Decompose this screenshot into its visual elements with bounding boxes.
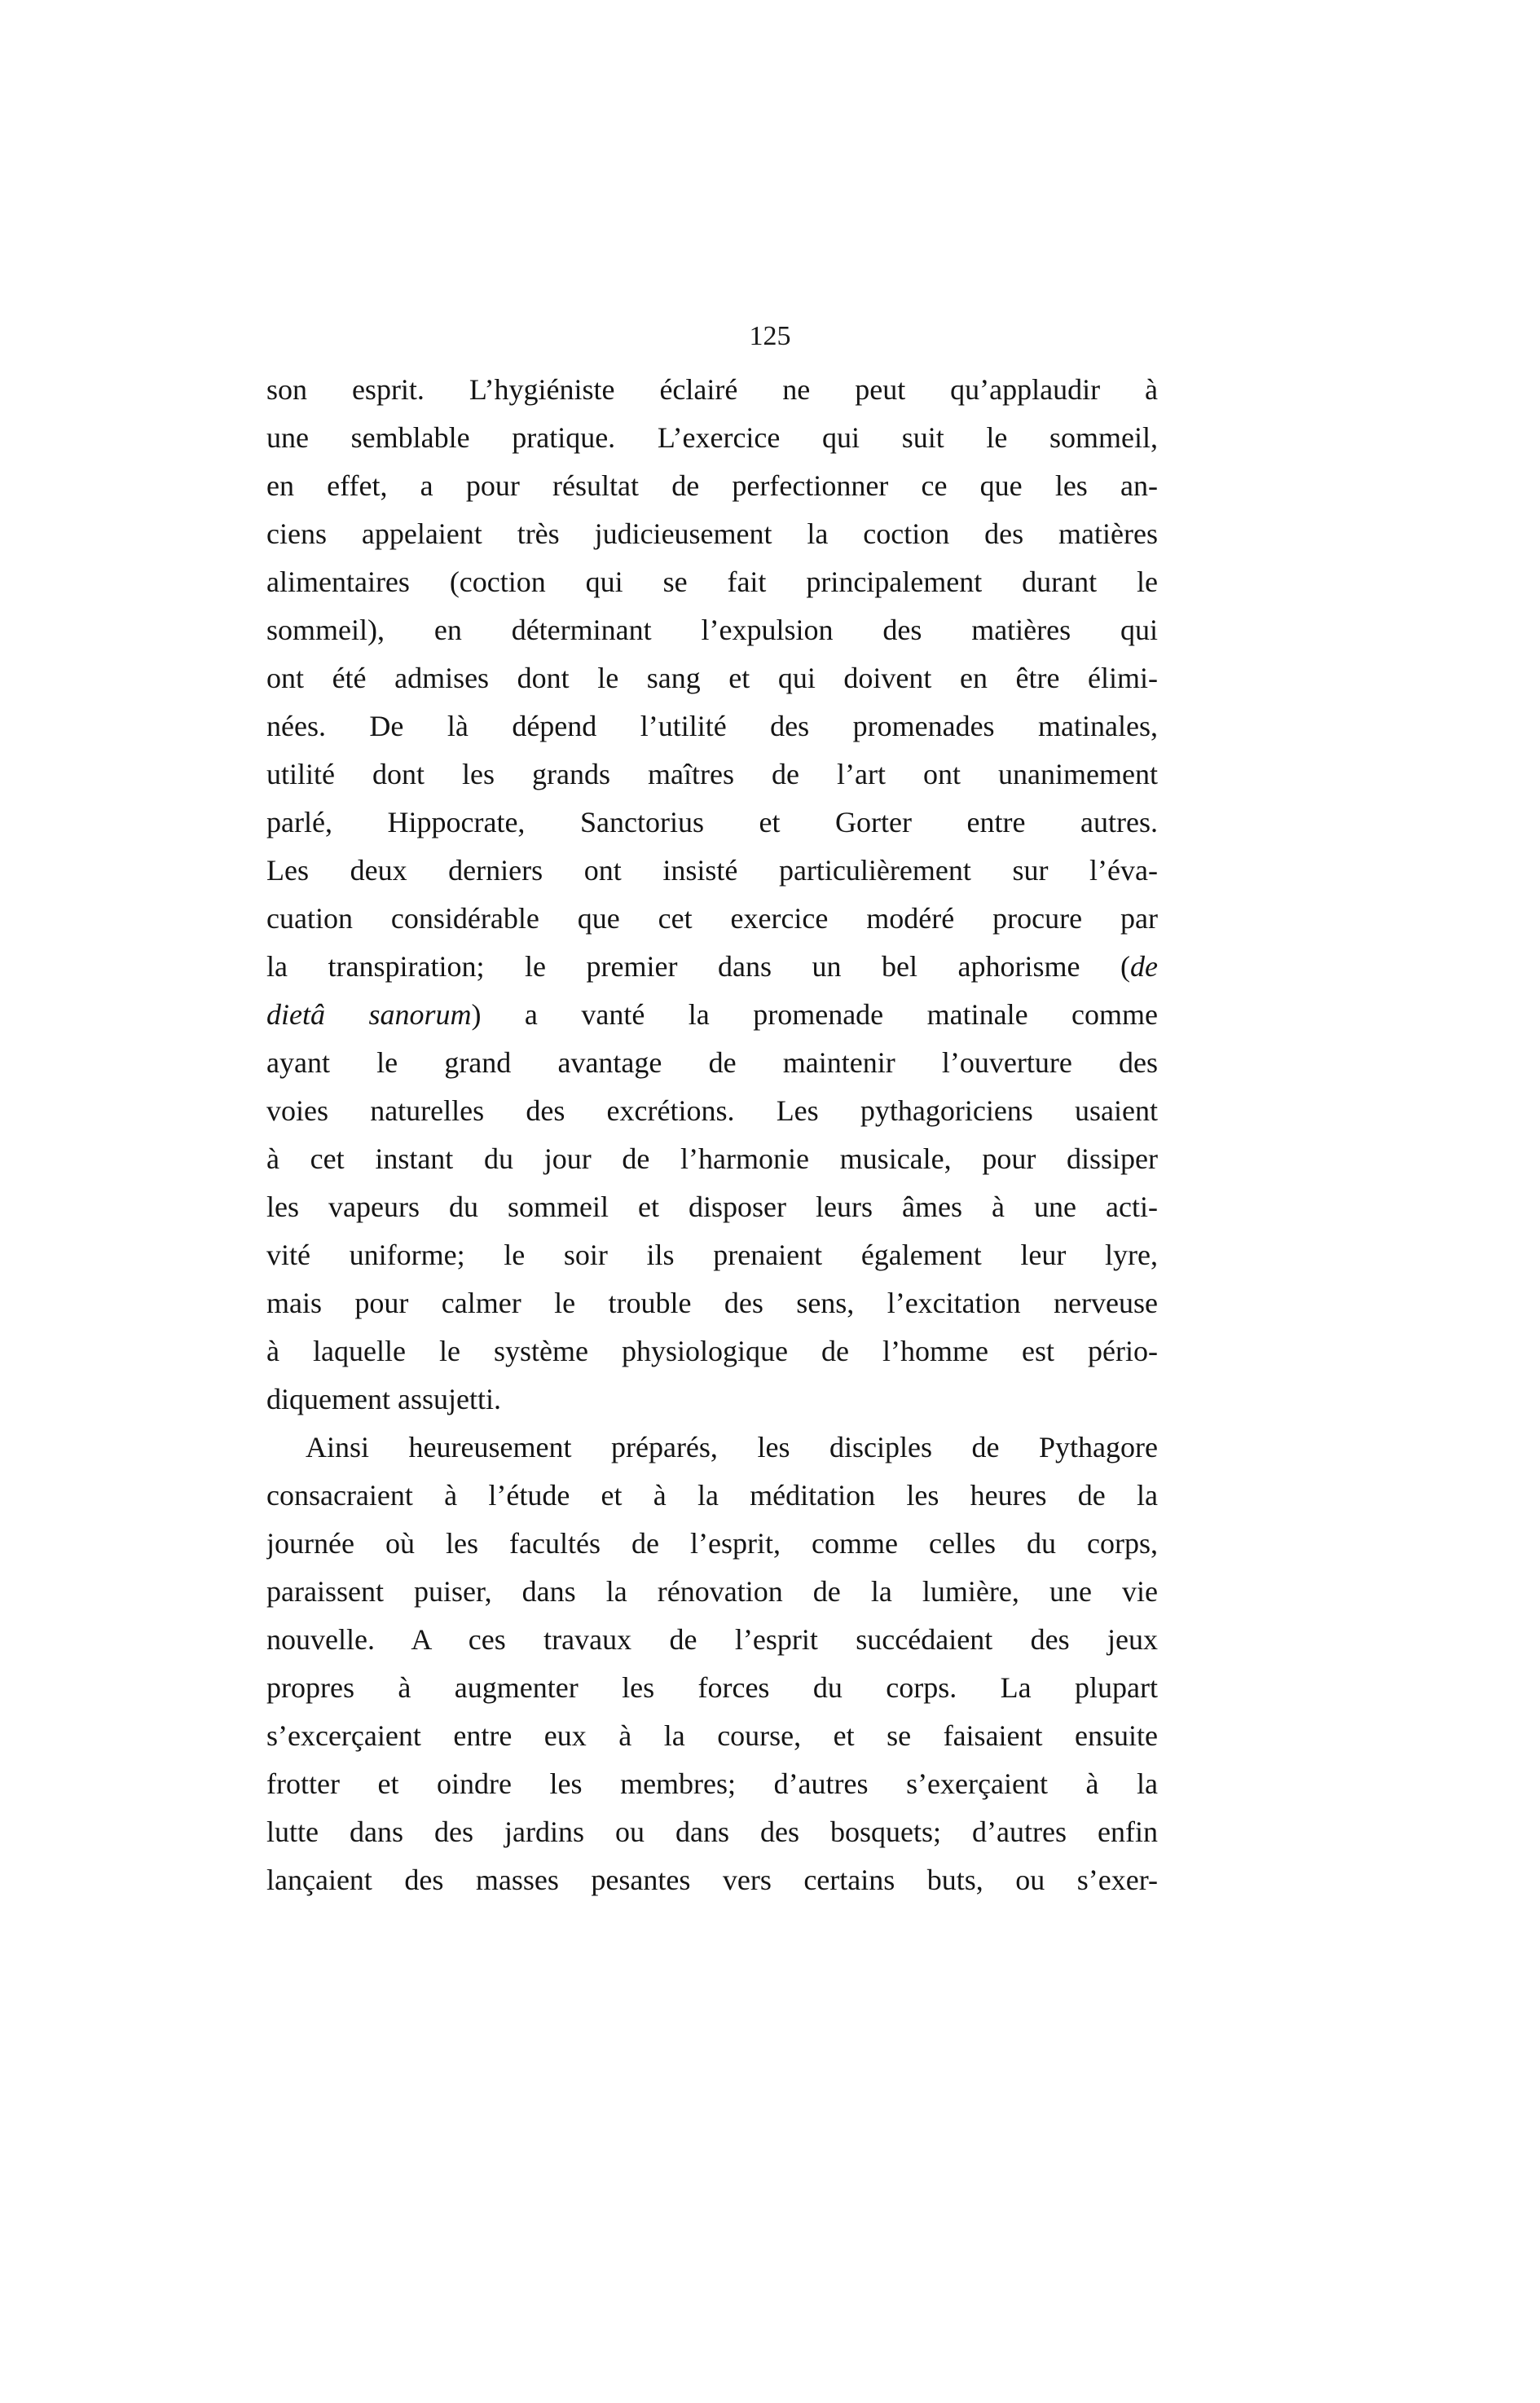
text-line — [266, 462, 1158, 510]
text-line — [266, 1520, 1158, 1568]
line-text: vité uniforme; le soir ils prenaient également leur lyre, — [266, 1239, 1158, 1271]
italic-text: dietâ sanorum — [266, 998, 472, 1031]
text-line — [266, 1231, 1158, 1279]
text-line — [266, 654, 1158, 702]
text-line — [266, 1616, 1158, 1664]
line-text: utilité dont les grands maîtres de l’art ont unanimement — [266, 758, 1158, 790]
line-text: sommeil), en déterminant l’expulsion des matières qui — [266, 614, 1158, 646]
line-text: à laquelle le système physiologique de l’homme est pério- — [266, 1335, 1158, 1367]
text-line — [266, 414, 1158, 462]
line-text: les vapeurs du sommeil et disposer leurs âmes à une acti- — [266, 1190, 1158, 1223]
text-line — [266, 847, 1158, 895]
text-line — [266, 1472, 1158, 1520]
text-line — [266, 991, 1158, 1039]
line-text: journée où les facultés de l’esprit, comme celles du corps, — [266, 1527, 1158, 1560]
text-line — [266, 1712, 1158, 1760]
page-number: 125 — [749, 321, 791, 351]
text-line — [266, 1327, 1158, 1375]
line-text: frotter et oindre les membres; d’autres s’exerçaient à la — [266, 1767, 1158, 1800]
line-text: diquement assujetti. — [266, 1383, 501, 1415]
text-line — [266, 1808, 1158, 1856]
line-text: lutte dans des jardins ou dans des bosquets; d’autres enfin — [266, 1815, 1158, 1848]
text-line — [266, 366, 1158, 414]
text-line — [266, 1760, 1158, 1808]
line-text: lançaient des masses pesantes vers certains buts, ou s’exer- — [266, 1864, 1158, 1896]
line-text: consacraient à l’étude et à la méditation les heures de la — [266, 1479, 1158, 1512]
line-text: nouvelle. A ces travaux de l’esprit succédaient des jeux — [266, 1623, 1158, 1656]
text-line — [266, 1087, 1158, 1135]
line-text: son esprit. L’hygiéniste éclairé ne peut qu’applaudir à — [266, 373, 1158, 406]
italic-text: de — [1130, 950, 1158, 983]
text-line — [266, 799, 1158, 847]
text-line — [266, 1279, 1158, 1327]
text-line — [266, 1375, 1158, 1424]
line-text: ont été admises dont le sang et qui doivent en être élimi- — [266, 662, 1158, 694]
line-text: en effet, a pour résultat de perfectionner ce que les an- — [266, 469, 1158, 502]
line-text: Les deux derniers ont insisté particulièrement sur l’éva- — [266, 854, 1158, 887]
text-line — [266, 558, 1158, 606]
line-text: s’excerçaient entre eux à la course, et se faisaient ensuite — [266, 1719, 1158, 1752]
line-text: ) a vanté la promenade matinale comme — [471, 998, 1158, 1031]
text-line — [266, 1183, 1158, 1231]
line-text: Ainsi heureusement préparés, les disciples de Pythagore — [306, 1431, 1158, 1463]
text-line — [266, 1856, 1158, 1904]
line-text: une semblable pratique. L’exercice qui suit le sommeil, — [266, 421, 1158, 454]
body-text — [266, 366, 1158, 1904]
text-line — [266, 1424, 1158, 1472]
line-text: à cet instant du jour de l’harmonie musicale, pour dissiper — [266, 1142, 1158, 1175]
text-line — [266, 1568, 1158, 1616]
line-text: la transpiration; le premier dans un bel aphorisme ( — [266, 950, 1131, 983]
line-text: cuation considérable que cet exercice modéré procure par — [266, 902, 1158, 935]
line-text: mais pour calmer le trouble des sens, l’excitation nerveuse — [266, 1287, 1158, 1319]
text-line — [266, 510, 1158, 558]
text-line — [266, 750, 1158, 799]
line-text: voies naturelles des excrétions. Les pythagoriciens usaient — [266, 1094, 1158, 1127]
text-line — [266, 1135, 1158, 1183]
line-text: ciens appelaient très judicieusement la coction des matières — [266, 517, 1158, 550]
text-line — [266, 943, 1158, 991]
line-text: nées. De là dépend l’utilité des promenades matinales, — [266, 710, 1158, 742]
text-line — [266, 606, 1158, 654]
line-text: alimentaires (coction qui se fait principalement durant le — [266, 566, 1158, 598]
text-line — [266, 702, 1158, 750]
line-text: parlé, Hippocrate, Sanctorius et Gorter entre autres. — [266, 806, 1158, 838]
text-line — [266, 1039, 1158, 1087]
text-line — [266, 895, 1158, 943]
line-text: ayant le grand avantage de maintenir l’ouverture des — [266, 1046, 1158, 1079]
text-line — [266, 1664, 1158, 1712]
line-text: paraissent puiser, dans la rénovation de la lumière, une vie — [266, 1575, 1158, 1608]
line-text: propres à augmenter les forces du corps. La plupart — [266, 1671, 1158, 1704]
